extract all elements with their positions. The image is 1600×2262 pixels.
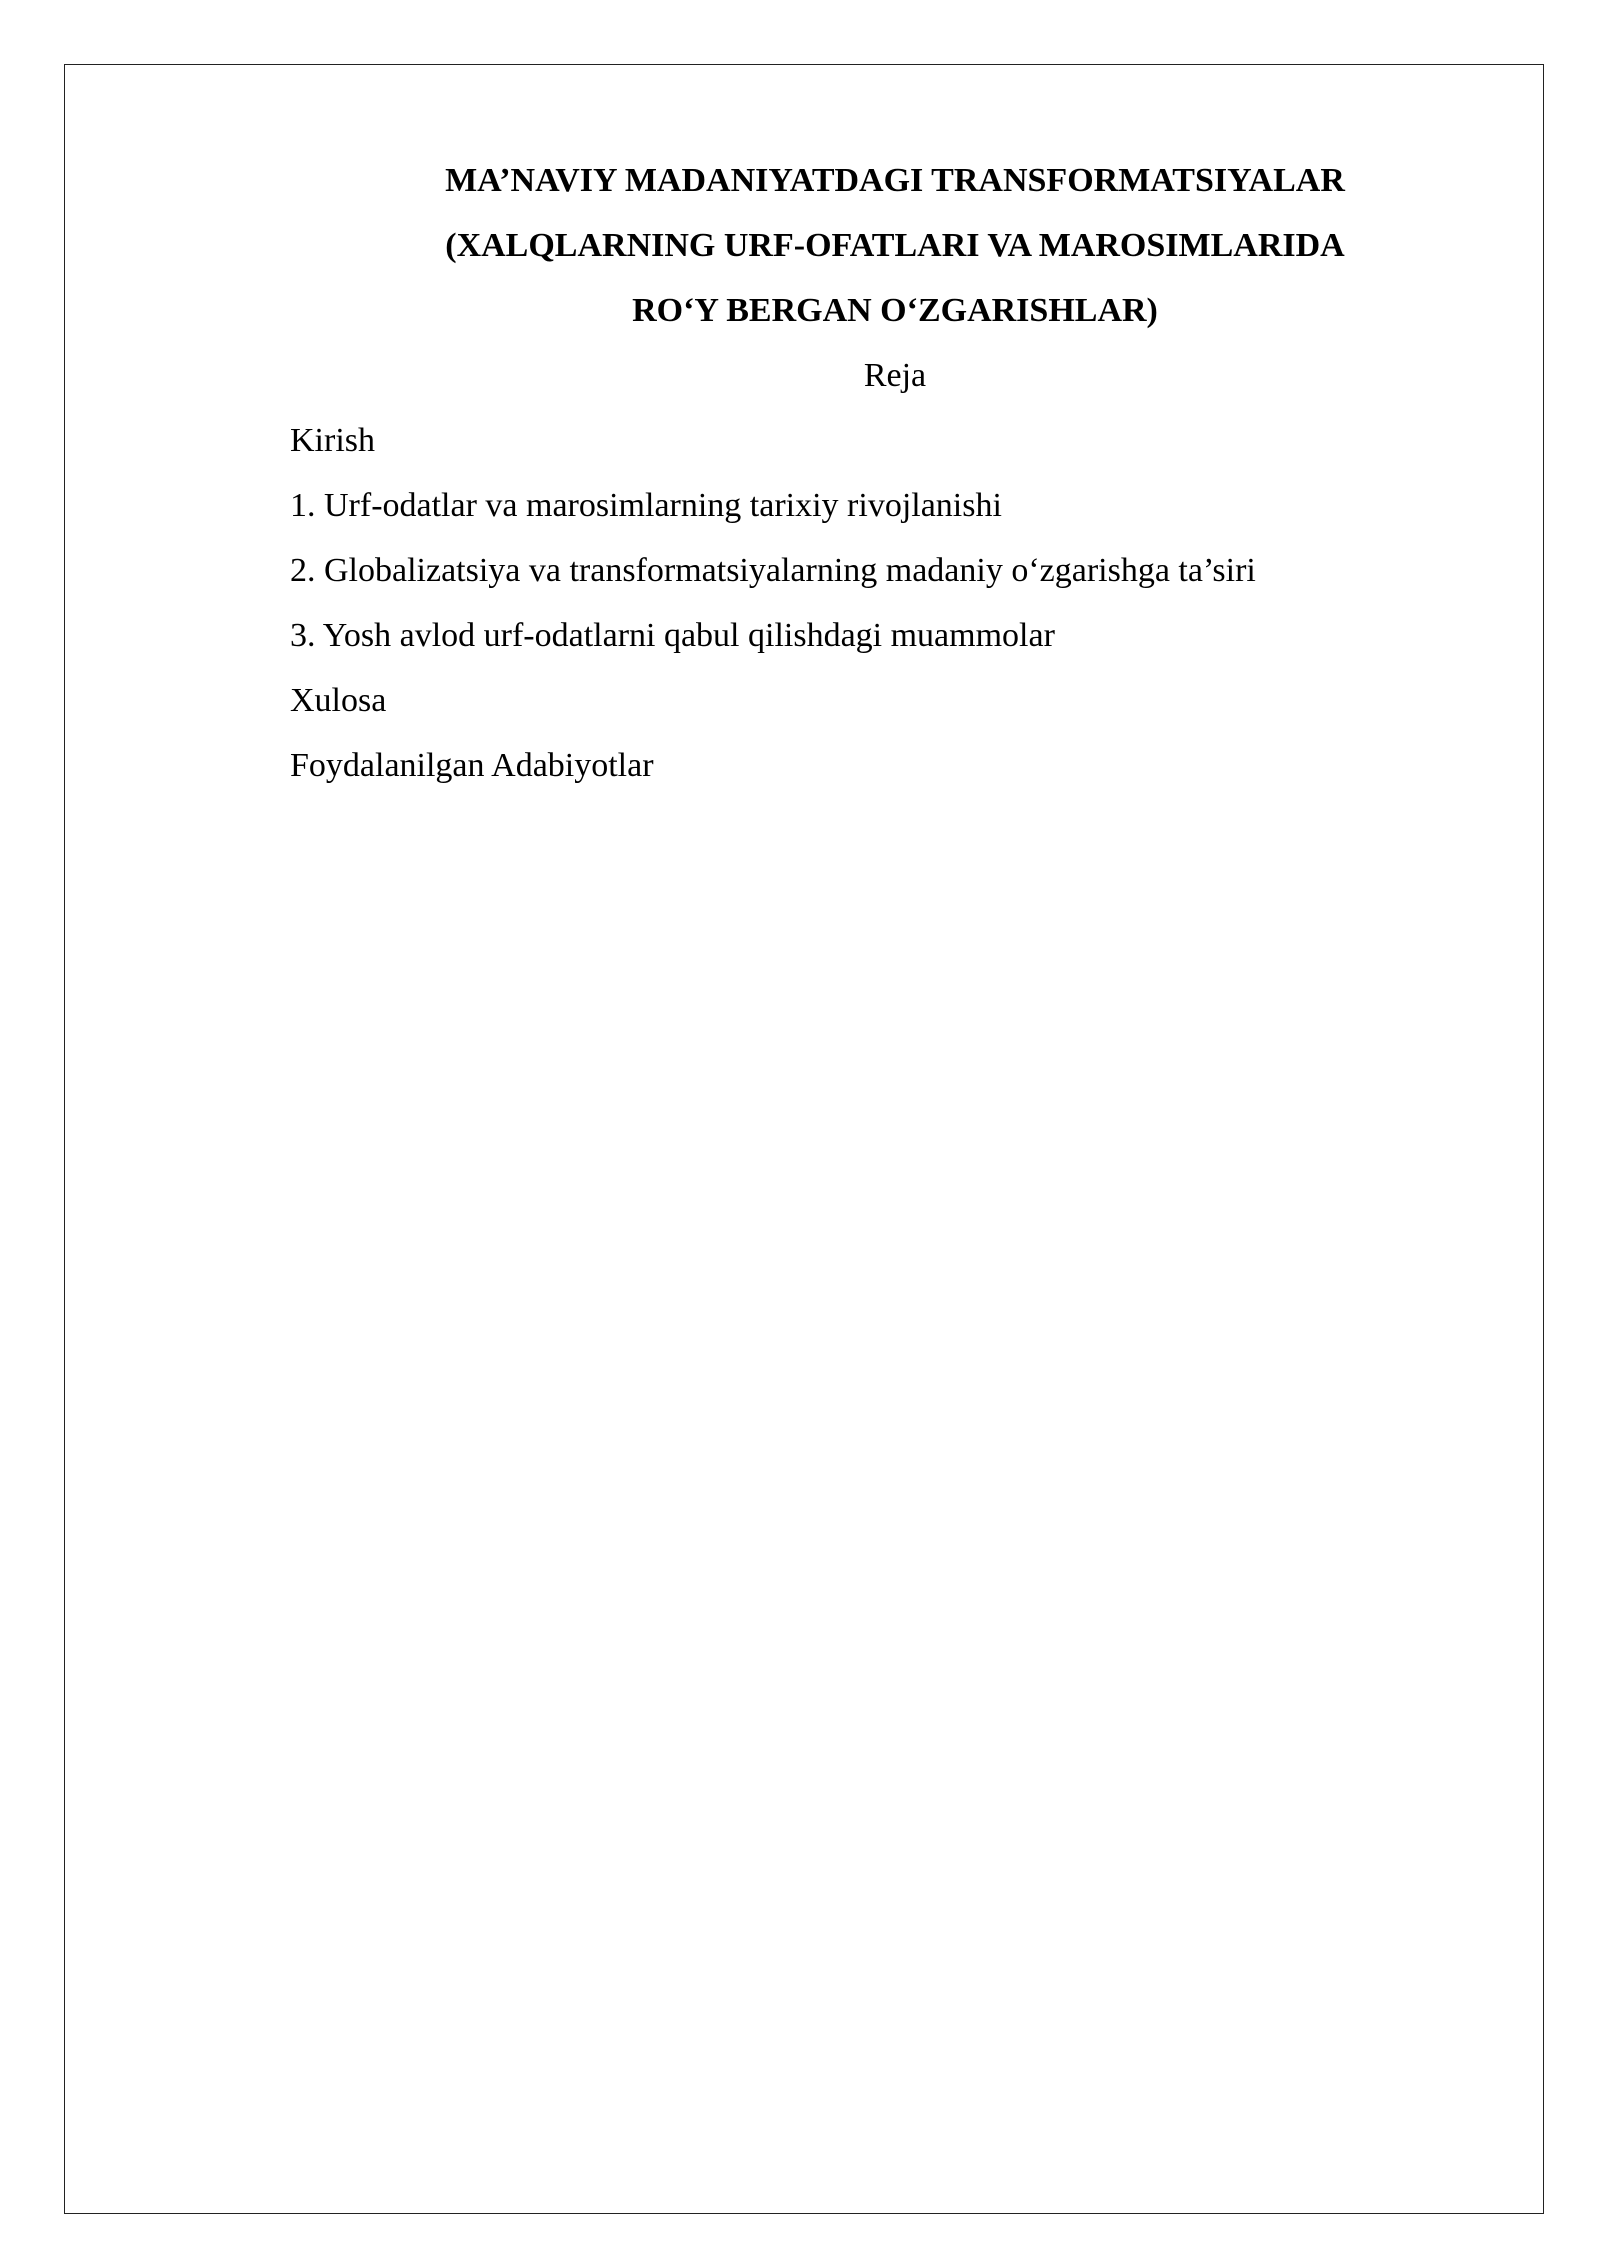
plan-item-3: 3. Yosh avlod urf-odatlarni qabul qilishdagi muammolar: [290, 617, 1055, 654]
plan-item-references: Foydalanilgan Adabiyotlar: [290, 747, 654, 784]
document-title: [290, 148, 1500, 408]
plan-item-1: 1. Urf-odatlar va marosimlarning tarixiy rivojlanishi: [290, 487, 1002, 524]
plan-item-2: 2. Globalizatsiya va transformatsiyalarning madaniy o‘zgarishga ta’siri: [290, 552, 1256, 589]
plan-heading: Reja: [863, 357, 927, 394]
plan-item-introduction: Kirish: [290, 422, 375, 459]
plan-list: [290, 408, 1500, 798]
plan-item-conclusion: Xulosa: [290, 682, 387, 719]
title-line-1: MA’NAVIY MADANIYATDAGI TRANSFORMATSIYALAR: [445, 162, 1345, 199]
title-line-2: (XALQLARNING URF-OFATLARI VA MAROSIMLARIDA: [445, 227, 1345, 264]
title-line-3: RO‘Y BERGAN O‘ZGARISHLAR): [632, 292, 1158, 329]
